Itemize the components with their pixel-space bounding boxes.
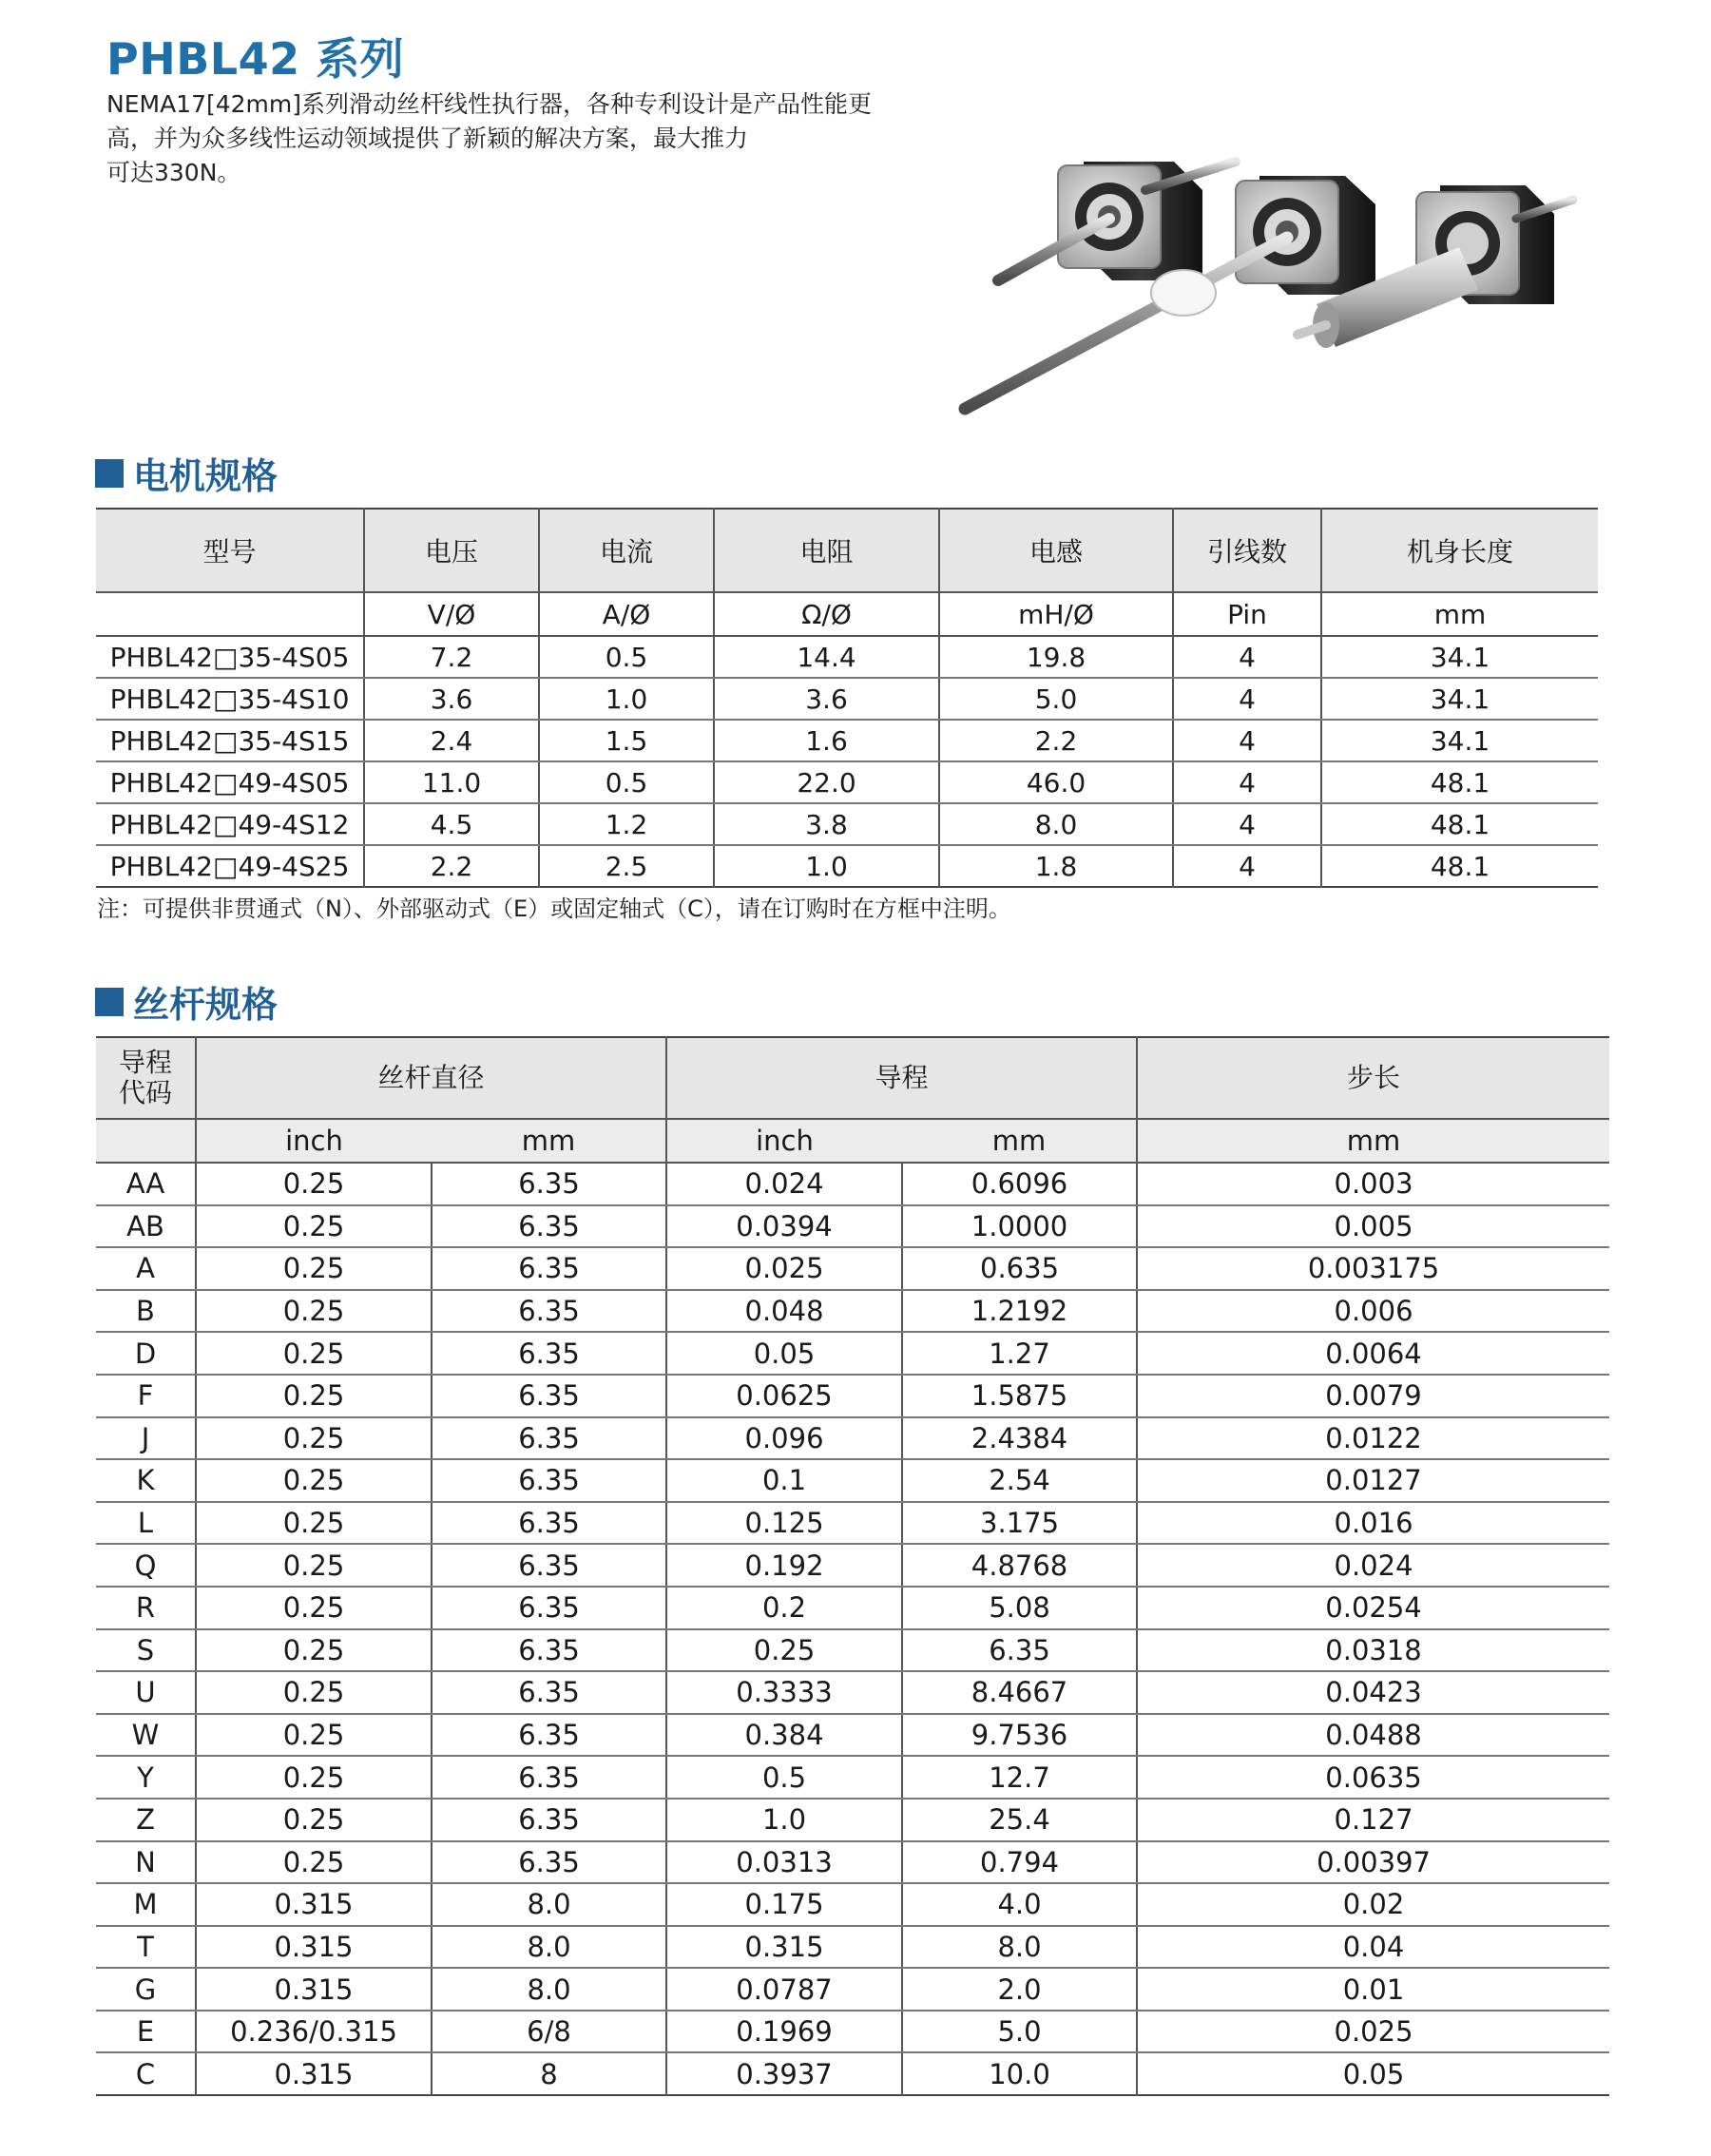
- cell-lead-inch: 0.384: [666, 1714, 902, 1757]
- table-row: [96, 1502, 1609, 1545]
- cell-lead-inch: 0.125: [666, 1502, 902, 1545]
- cell-model: PHBL42□49-4S25: [109, 850, 350, 882]
- cell-resistance: 1.0: [714, 845, 939, 887]
- cell-diameter-inch: 0.25: [196, 1799, 432, 1841]
- cell-lead-code: S: [96, 1629, 196, 1672]
- header-model: 型号: [96, 509, 364, 592]
- cell-lead-code: G: [96, 1968, 196, 2011]
- cell-length: 48.1: [1321, 845, 1598, 887]
- table-row: [96, 845, 1598, 887]
- cell-lead-mm: 0.6096: [902, 1163, 1137, 1205]
- header-leads: 引线数: [1173, 509, 1321, 592]
- cell-lead-code: R: [96, 1587, 196, 1629]
- cell-diameter-mm: 6.35: [432, 1417, 666, 1460]
- cell-step-mm: 0.0254: [1137, 1587, 1609, 1629]
- table-row: [96, 1544, 1609, 1587]
- intro-line: 可达330N。: [106, 159, 241, 186]
- header-length: 机身长度: [1321, 509, 1598, 592]
- cell-diameter-mm: 6.35: [432, 1502, 666, 1545]
- cell-lead-inch: 0.2: [666, 1587, 902, 1629]
- cell-lead-code: Y: [96, 1756, 196, 1799]
- cell-diameter-mm: 6.35: [432, 1841, 666, 1884]
- cell-lead-mm: 5.0: [902, 2011, 1137, 2053]
- cell-voltage: 2.4: [364, 720, 539, 761]
- unit-length: mm: [1321, 592, 1598, 636]
- table-row: [96, 1459, 1609, 1502]
- cell-diameter-mm: 6/8: [432, 2011, 666, 2053]
- cell-length: 34.1: [1321, 720, 1598, 761]
- header-screw-diameter: 丝杆直径: [196, 1037, 666, 1119]
- cell-lead-mm: 2.54: [902, 1459, 1137, 1502]
- cell-lead-code: U: [96, 1671, 196, 1714]
- table-row: [96, 1926, 1609, 1969]
- cell-diameter-mm: 6.35: [432, 1459, 666, 1502]
- cell-lead-mm: 8.0: [902, 1926, 1137, 1969]
- header-lead: 导程: [666, 1037, 1137, 1119]
- cell-lead-code: L: [96, 1502, 196, 1545]
- cell-lead-mm: 1.2192: [902, 1290, 1137, 1333]
- cell-lead-inch: 0.0625: [666, 1375, 902, 1417]
- cell-length: 34.1: [1321, 678, 1598, 720]
- cell-lead-mm: 2.4384: [902, 1417, 1137, 1460]
- cell-diameter-inch: 0.25: [196, 1459, 432, 1502]
- cell-step-mm: 0.0318: [1137, 1629, 1609, 1672]
- unit-lead-mm: mm: [902, 1119, 1137, 1163]
- cell-lead-mm: 10.0: [902, 2052, 1137, 2095]
- screw-spec-heading-text: 丝杆规格: [133, 984, 279, 1026]
- table-row: [96, 2052, 1609, 2095]
- unit-code: [96, 1119, 196, 1163]
- cell-lead-inch: 0.048: [666, 1290, 902, 1333]
- cell-step-mm: 0.0079: [1137, 1375, 1609, 1417]
- cell-inductance: 1.8: [939, 845, 1173, 887]
- cell-lead-code: Z: [96, 1799, 196, 1841]
- cell-model: PHBL42□49-4S05: [96, 761, 364, 803]
- cell-lead-inch: 0.0313: [666, 1841, 902, 1884]
- table-row: [96, 2011, 1609, 2053]
- cell-diameter-mm: 6.35: [432, 1799, 666, 1841]
- cell-diameter-inch: 0.25: [196, 1375, 432, 1417]
- cell-lead-mm: 25.4: [902, 1799, 1137, 1841]
- cell-diameter-inch: 0.236/0.315: [196, 2011, 432, 2053]
- cell-lead-inch: 0.315: [666, 1926, 902, 1969]
- cell-inductance: 19.8: [939, 636, 1173, 678]
- cell-diameter-inch: 0.315: [196, 1968, 432, 2011]
- unit-resistance: Ω/Ø: [714, 592, 939, 636]
- cell-lead-mm: 2.0: [902, 1968, 1137, 2011]
- cell-lead-code: K: [96, 1459, 196, 1502]
- table-row: [96, 678, 1598, 720]
- cell-model: PHBL42□35-4S15: [96, 720, 364, 761]
- cell-resistance: 3.8: [714, 803, 939, 845]
- cell-resistance: 14.4: [714, 636, 939, 678]
- motor-note: 注：可提供非贯通式（N）、外部驱动式（E）或固定轴式（C），请在订购时在方框中注明。: [97, 895, 1011, 922]
- cell-step-mm: 0.04: [1137, 1926, 1609, 1969]
- unit-inductance: mH/Ø: [939, 592, 1173, 636]
- cell-diameter-mm: 6.35: [432, 1163, 666, 1205]
- cell-lead-inch: 0.1969: [666, 2011, 902, 2053]
- cell-lead-inch: 0.025: [666, 1247, 902, 1290]
- cell-length: 48.1: [1321, 761, 1598, 803]
- cell-lead-mm: 9.7536: [902, 1714, 1137, 1757]
- cell-step-mm: 0.006: [1137, 1290, 1609, 1333]
- cell-diameter-mm: 6.35: [432, 1247, 666, 1290]
- cell-lead-code: A: [96, 1247, 196, 1290]
- cell-step-mm: 0.0423: [1137, 1671, 1609, 1714]
- cell-lead-code: M: [96, 1883, 196, 1926]
- cell-diameter-inch: 0.25: [196, 1332, 432, 1375]
- cell-diameter-mm: 6.35: [432, 1587, 666, 1629]
- cell-diameter-inch: 0.315: [196, 1883, 432, 1926]
- cell-lead-code: AB: [96, 1205, 196, 1248]
- cell-lead-inch: 0.0394: [666, 1205, 902, 1248]
- cell-diameter-inch: 0.25: [196, 1205, 432, 1248]
- cell-lead-mm: 1.0000: [902, 1205, 1137, 1248]
- cell-lead-mm: 6.35: [902, 1629, 1137, 1672]
- cell-diameter-inch: 0.25: [196, 1417, 432, 1460]
- cell-diameter-inch: 0.315: [196, 1926, 432, 1969]
- cell-resistance: 22.0: [714, 761, 939, 803]
- cell-lead-code: B: [96, 1290, 196, 1333]
- header-lead-code-line: 导程: [118, 1047, 172, 1078]
- screw-spec-heading: [95, 975, 278, 1028]
- header-resistance: 电阻: [714, 509, 939, 592]
- cell-step-mm: 0.05: [1137, 2052, 1609, 2095]
- cell-lead-mm: 1.5875: [902, 1375, 1137, 1417]
- intro-line: NEMA17[42mm]系列滑动丝杆线性执行器，各种专利设计是产品性能更: [106, 90, 873, 118]
- cell-step-mm: 0.005: [1137, 1205, 1609, 1248]
- unit-model: [96, 592, 364, 636]
- table-row: [96, 761, 1598, 803]
- table-row: [96, 636, 1598, 678]
- cell-diameter-inch: 0.25: [196, 1629, 432, 1672]
- cell-leads: 4: [1173, 845, 1321, 887]
- cell-diameter-mm: 8.0: [432, 1968, 666, 2011]
- cell-lead-inch: 0.3333: [666, 1671, 902, 1714]
- cell-leads: 4: [1173, 678, 1321, 720]
- unit-step-mm: mm: [1137, 1119, 1609, 1163]
- cell-voltage: 4.5: [364, 803, 539, 845]
- cell-lead-code: W: [96, 1714, 196, 1757]
- cell-diameter-inch: 0.25: [196, 1841, 432, 1884]
- unit-current: A/Ø: [539, 592, 714, 636]
- cell-inductance: 8.0: [939, 803, 1173, 845]
- cell-current: 1.5: [539, 720, 714, 761]
- header-lead-code-line: 代码: [118, 1077, 172, 1108]
- cell-diameter-mm: 6.35: [432, 1332, 666, 1375]
- cell-lead-mm: 4.0: [902, 1883, 1137, 1926]
- cell-lead-code: N: [96, 1841, 196, 1884]
- cell-current: 0.5: [539, 636, 714, 678]
- cell-diameter-mm: 6.35: [432, 1756, 666, 1799]
- cell-step-mm: 0.003175: [1137, 1247, 1609, 1290]
- table-row: [96, 720, 1598, 761]
- cell-step-mm: 0.003: [1137, 1163, 1609, 1205]
- screw-units-row: [96, 1119, 1609, 1163]
- table-row: [96, 1247, 1609, 1290]
- cell-step-mm: 0.01: [1137, 1968, 1609, 2011]
- motor-spec-heading-text: 电机规格: [133, 455, 279, 497]
- product-image: [946, 124, 1630, 428]
- cell-diameter-mm: 6.35: [432, 1671, 666, 1714]
- table-row: [96, 1629, 1609, 1672]
- cell-length: 48.1: [1321, 803, 1598, 845]
- section-square-icon: [95, 459, 124, 488]
- cell-diameter-inch: 0.25: [196, 1502, 432, 1545]
- intro-text: [106, 87, 886, 190]
- cell-diameter-inch: 0.315: [196, 2052, 432, 2095]
- cell-diameter-inch: 0.25: [196, 1714, 432, 1757]
- cell-step-mm: 0.016: [1137, 1502, 1609, 1545]
- cell-diameter-mm: 8.0: [432, 1926, 666, 1969]
- cell-step-mm: 0.00397: [1137, 1841, 1609, 1884]
- cell-inductance: 46.0: [939, 761, 1173, 803]
- unit-leads: Pin: [1173, 592, 1321, 636]
- cell-diameter-mm: 6.35: [432, 1375, 666, 1417]
- cell-lead-inch: 0.25: [666, 1629, 902, 1672]
- cell-current: 2.5: [539, 845, 714, 887]
- header-step: 步长: [1137, 1037, 1609, 1119]
- cell-leads: 4: [1173, 761, 1321, 803]
- cell-current: 0.5: [539, 761, 714, 803]
- cell-step-mm: 0.0127: [1137, 1459, 1609, 1502]
- cell-lead-inch: 0.024: [666, 1163, 902, 1205]
- cell-diameter-inch: 0.25: [196, 1671, 432, 1714]
- cell-leads: 4: [1173, 636, 1321, 678]
- actuator-1: [998, 162, 1236, 280]
- table-row: [96, 1290, 1609, 1333]
- cell-diameter-mm: 6.35: [432, 1629, 666, 1672]
- table-row: [96, 1163, 1609, 1205]
- cell-current: 1.2: [539, 803, 714, 845]
- cell-lead-inch: 0.096: [666, 1417, 902, 1460]
- cell-lead-code: J: [96, 1417, 196, 1460]
- cell-step-mm: 0.0122: [1137, 1417, 1609, 1460]
- cell-diameter-mm: 6.35: [432, 1290, 666, 1333]
- table-row: [96, 1883, 1609, 1926]
- cell-step-mm: 0.025: [1137, 2011, 1609, 2053]
- cell-lead-mm: 5.08: [902, 1587, 1137, 1629]
- cell-lead-mm: 1.27: [902, 1332, 1137, 1375]
- table-row: [96, 1968, 1609, 2011]
- table-row: [96, 1841, 1609, 1884]
- cell-lead-inch: 0.3937: [666, 2052, 902, 2095]
- cell-diameter-inch: 0.25: [196, 1163, 432, 1205]
- unit-voltage: V/Ø: [364, 592, 539, 636]
- cell-lead-mm: 8.4667: [902, 1671, 1137, 1714]
- unit-diameter-inch: inch: [196, 1119, 432, 1163]
- table-row: [96, 1417, 1609, 1460]
- cell-model: PHBL42□49-4S12: [96, 803, 364, 845]
- motor-units-row: [96, 592, 1598, 636]
- unit-diameter-mm: mm: [432, 1119, 666, 1163]
- cell-diameter-inch: 0.25: [196, 1247, 432, 1290]
- table-row: [96, 1375, 1609, 1417]
- cell-lead-mm: 12.7: [902, 1756, 1137, 1799]
- cell-lead-mm: 4.8768: [902, 1544, 1137, 1587]
- cell-lead-code: AA: [96, 1163, 196, 1205]
- cell-diameter-mm: 8: [432, 2052, 666, 2095]
- cell-diameter-mm: 6.35: [432, 1714, 666, 1757]
- table-row: [96, 1756, 1609, 1799]
- cell-lead-code: E: [96, 2011, 196, 2053]
- table-row: [96, 1587, 1609, 1629]
- cell-step-mm: 0.0635: [1137, 1756, 1609, 1799]
- cell-current: 1.0: [539, 678, 714, 720]
- cell-model: PHBL42□35-4S10: [96, 678, 364, 720]
- cell-diameter-mm: 6.35: [432, 1544, 666, 1587]
- unit-lead-inch: inch: [666, 1119, 902, 1163]
- page-title: PHBL42 系列: [106, 33, 405, 85]
- table-row: [96, 1332, 1609, 1375]
- cell-lead-inch: 1.0: [666, 1799, 902, 1841]
- table-row: [96, 1205, 1609, 1248]
- section-square-icon: [95, 988, 124, 1016]
- cell-diameter-inch: 0.25: [196, 1544, 432, 1587]
- cell-diameter-inch: 0.25: [196, 1587, 432, 1629]
- cell-resistance: 3.6: [714, 678, 939, 720]
- cell-voltage: 3.6: [364, 678, 539, 720]
- header-current: 电流: [539, 509, 714, 592]
- cell-leads: 4: [1173, 803, 1321, 845]
- cell-step-mm: 0.127: [1137, 1799, 1609, 1841]
- table-row: [96, 803, 1598, 845]
- cell-leads: 4: [1173, 720, 1321, 761]
- cell-lead-inch: 0.192: [666, 1544, 902, 1587]
- cell-step-mm: 0.0064: [1137, 1332, 1609, 1375]
- cell-diameter-inch: 0.25: [196, 1756, 432, 1799]
- motor-spec-heading: [95, 447, 278, 499]
- header-lead-code: [96, 1037, 196, 1119]
- cell-voltage: 7.2: [364, 636, 539, 678]
- header-inductance: 电感: [939, 509, 1173, 592]
- cell-voltage: 11.0: [364, 761, 539, 803]
- cell-lead-mm: 0.635: [902, 1247, 1137, 1290]
- cell-lead-inch: 0.5: [666, 1756, 902, 1799]
- cell-inductance: 2.2: [939, 720, 1173, 761]
- header-voltage: 电压: [364, 509, 539, 592]
- cell-lead-code: F: [96, 1375, 196, 1417]
- table-row: [96, 1671, 1609, 1714]
- cell-diameter-inch: 0.25: [196, 1290, 432, 1333]
- motor-header-row: [96, 509, 1598, 592]
- cell-diameter-mm: 6.35: [432, 1205, 666, 1248]
- intro-line: 高，并为众多线性运动领域提供了新颖的解决方案，最大推力: [106, 125, 749, 152]
- cell-step-mm: 0.024: [1137, 1544, 1609, 1587]
- screw-header-row: [96, 1037, 1609, 1119]
- cell-model: PHBL42□35-4S05: [96, 636, 364, 678]
- cell-resistance: 1.6: [714, 720, 939, 761]
- cell-diameter-mm: 8.0: [432, 1883, 666, 1926]
- cell-lead-inch: 0.1: [666, 1459, 902, 1502]
- cell-voltage: 2.2: [364, 845, 539, 887]
- table-row: [96, 1799, 1609, 1841]
- cell-lead-mm: 3.175: [902, 1502, 1137, 1545]
- cell-lead-code: D: [96, 1332, 196, 1375]
- cell-lead-mm: 0.794: [902, 1841, 1137, 1884]
- cell-lead-code: T: [96, 1926, 196, 1969]
- cell-lead-code: C: [135, 2057, 156, 2090]
- cell-length: 34.1: [1321, 636, 1598, 678]
- cell-lead-inch: 0.05: [666, 1332, 902, 1375]
- cell-inductance: 5.0: [939, 678, 1173, 720]
- cell-step-mm: 0.02: [1137, 1883, 1609, 1926]
- screw-spec-table: [96, 1036, 1609, 2096]
- cell-lead-inch: 0.0787: [666, 1968, 902, 2011]
- cell-step-mm: 0.0488: [1137, 1714, 1609, 1757]
- cell-lead-code: Q: [96, 1544, 196, 1587]
- motor-spec-table: [96, 508, 1598, 888]
- table-row: [96, 1714, 1609, 1757]
- cell-lead-inch: 0.175: [666, 1883, 902, 1926]
